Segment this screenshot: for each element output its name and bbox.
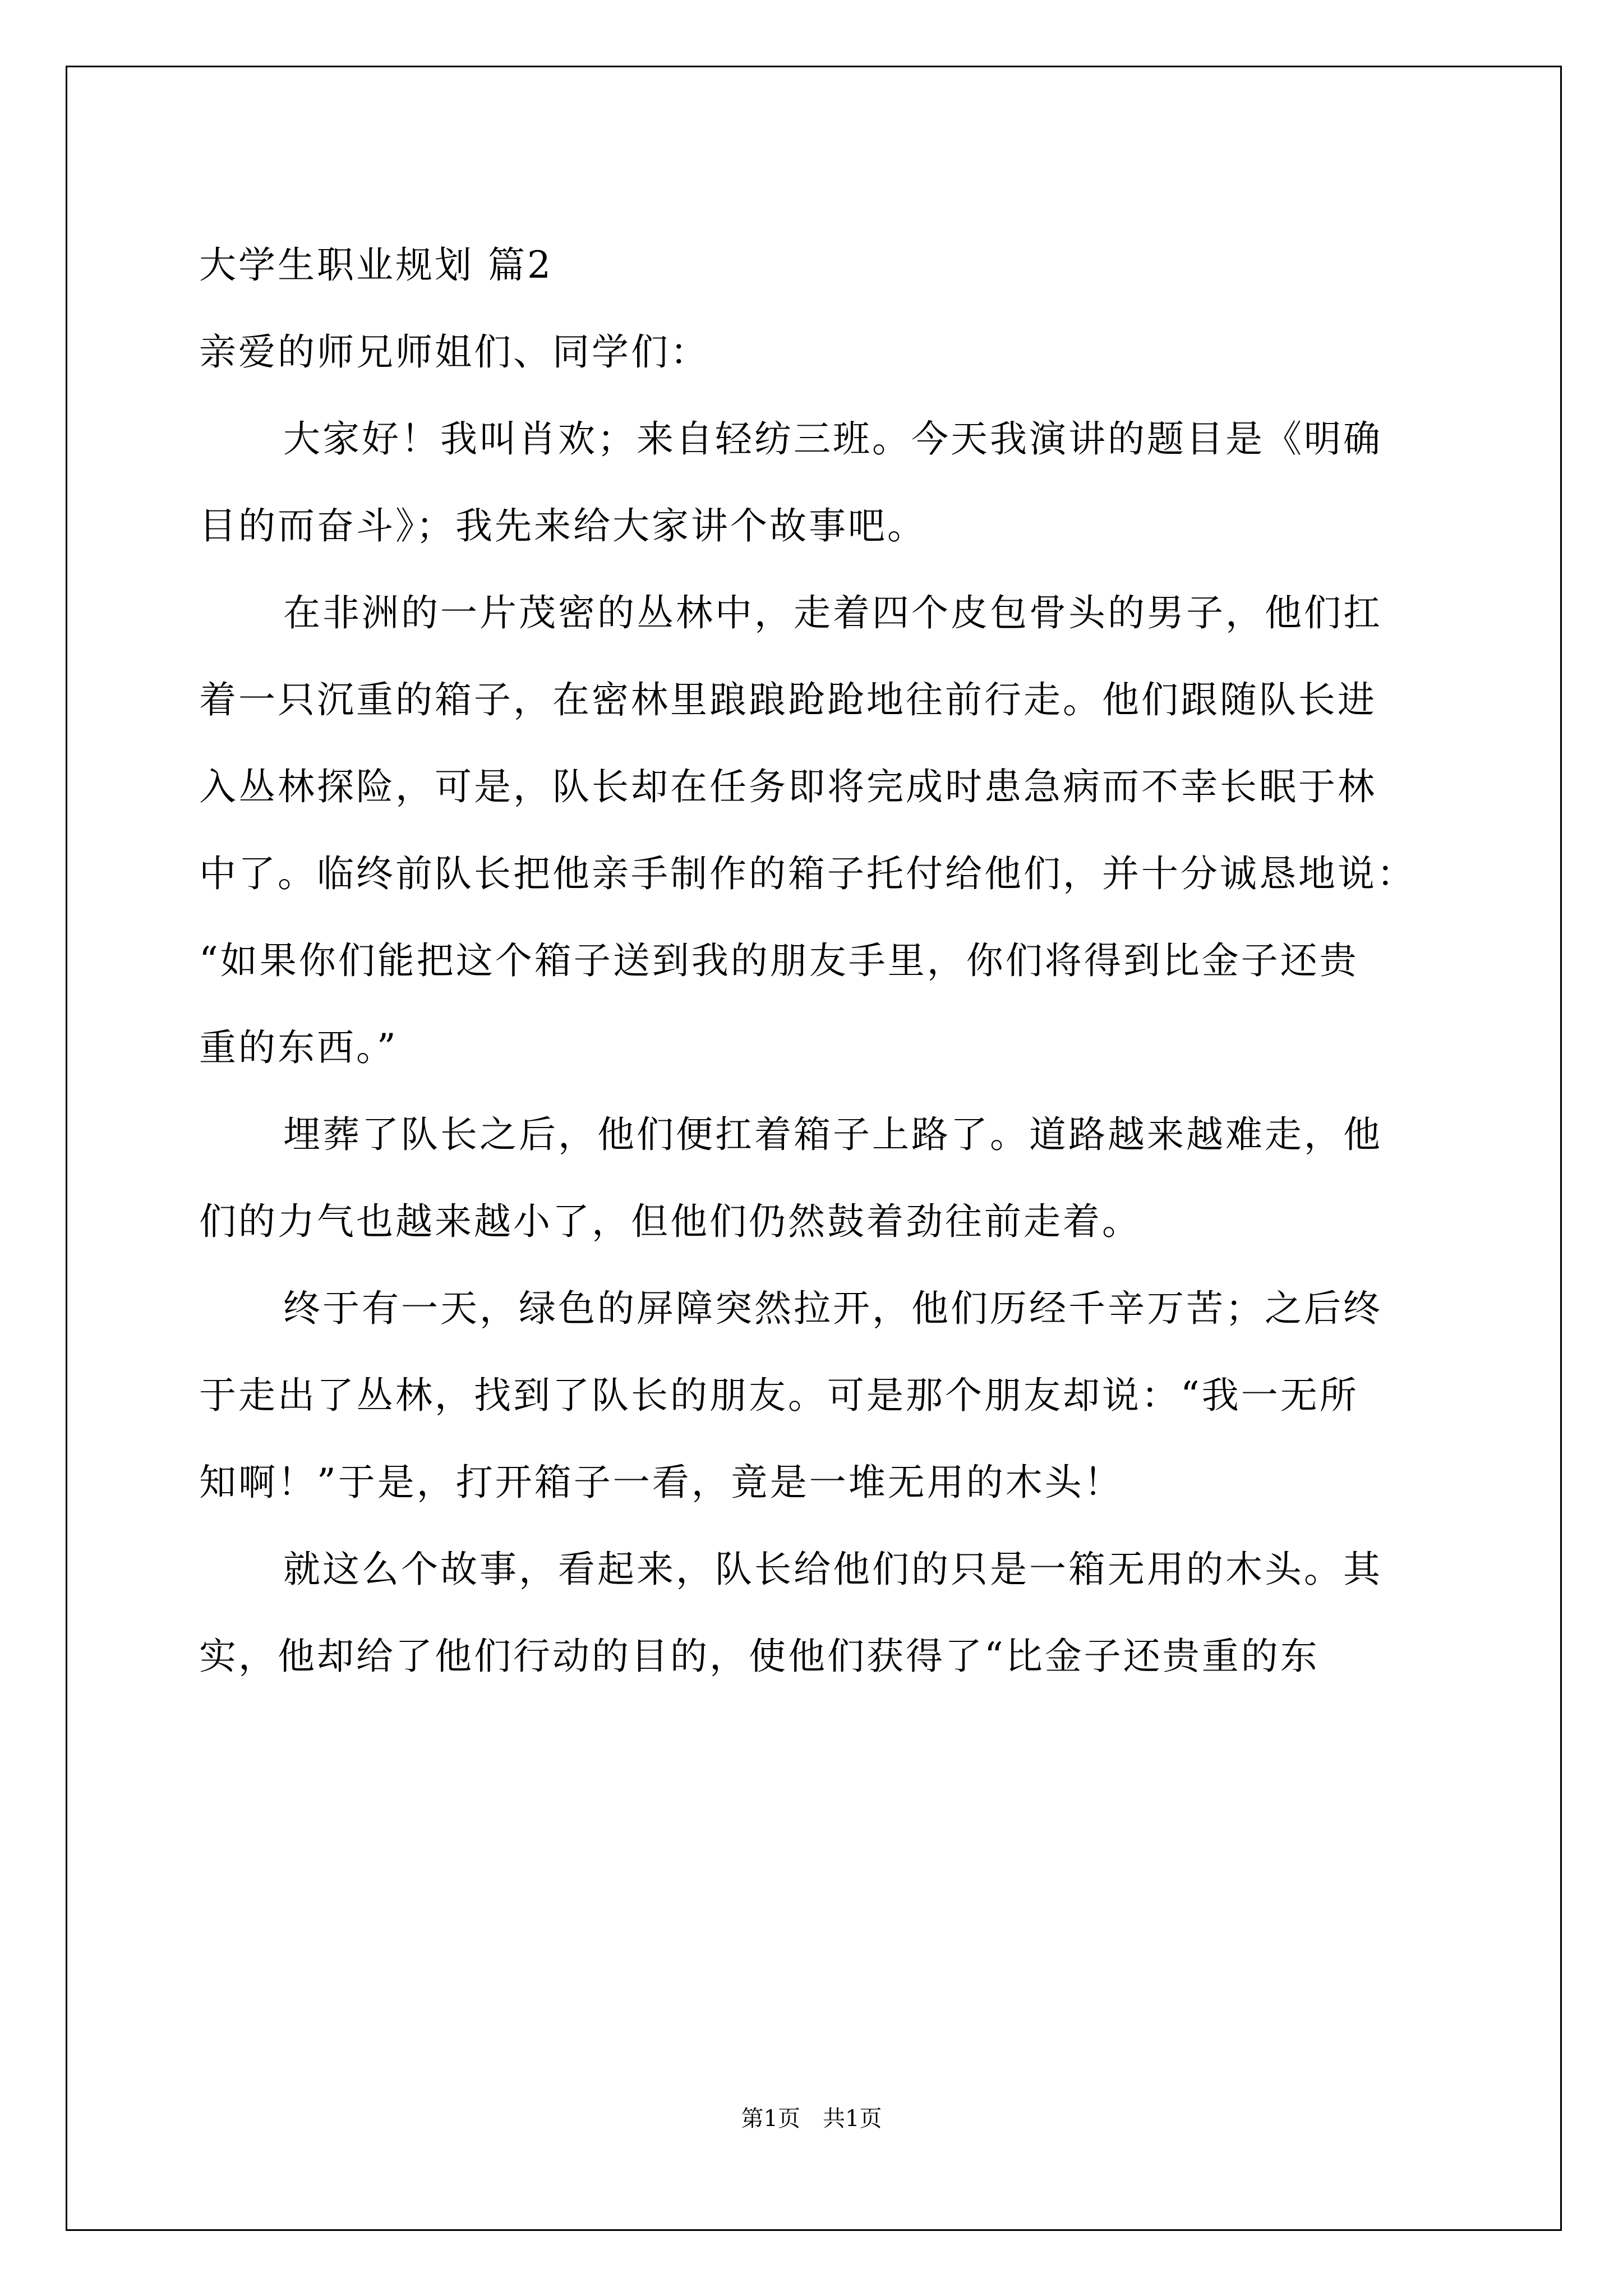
text-line: 重的东西。”: [199, 1026, 398, 1069]
greeting-line: 亲爱的师兄师姐们、同学们：: [199, 330, 709, 374]
text-line: “如果你们能把这个箱子送到我的朋友手里，你们将得到比金子还贵: [199, 939, 1359, 982]
text-line: 于走出了丛林，找到了队长的朋友。可是那个朋友却说：“我一无所: [199, 1374, 1359, 1417]
document-heading: 大学生职业规划 篇2: [199, 243, 553, 287]
document-body: [199, 222, 1433, 1700]
text-line: 知啊！”于是，打开箱子一看，竟是一堆无用的木头！: [199, 1461, 1123, 1504]
text-line: 们的力气也越来越小了，但他们仍然鼓着劲往前走着。: [199, 1200, 1141, 1243]
text-line: 在非洲的一片茂密的丛林中，走着四个皮包骨头的男子，他们扛: [283, 591, 1382, 634]
text-line: 终于有一天，绿色的屏障突然拉开，他们历经千辛万苦；之后终: [283, 1287, 1382, 1330]
body-text: [199, 395, 1433, 1700]
text-line: 实，他却给了他们行动的目的，使他们获得了“比金子还贵重的东: [199, 1635, 1320, 1678]
text-line: 埋葬了队长之后，他们便扛着箱子上路了。道路越来越难走，他: [283, 1113, 1382, 1156]
text-line: 着一只沉重的箱子，在密林里踉踉跄跄地往前行走。他们跟随队长进: [199, 678, 1377, 721]
page-footer: 第1页 共1页: [741, 2106, 882, 2132]
text-line: 入丛林探险，可是，队长却在任务即将完成时患急病而不幸长眠于林: [199, 765, 1377, 808]
text-line: 就这么个故事，看起来，队长给他们的只是一箱无用的木头。其: [283, 1548, 1382, 1591]
text-line: 大家好！我叫肖欢；来自轻纺三班。今天我演讲的题目是《明确: [283, 417, 1382, 461]
text-line: 目的而奋斗》；我先来给大家讲个故事吧。: [199, 504, 926, 547]
text-line: 中了。临终前队长把他亲手制作的箱子托付给他们，并十分诚恳地说：: [199, 852, 1416, 895]
